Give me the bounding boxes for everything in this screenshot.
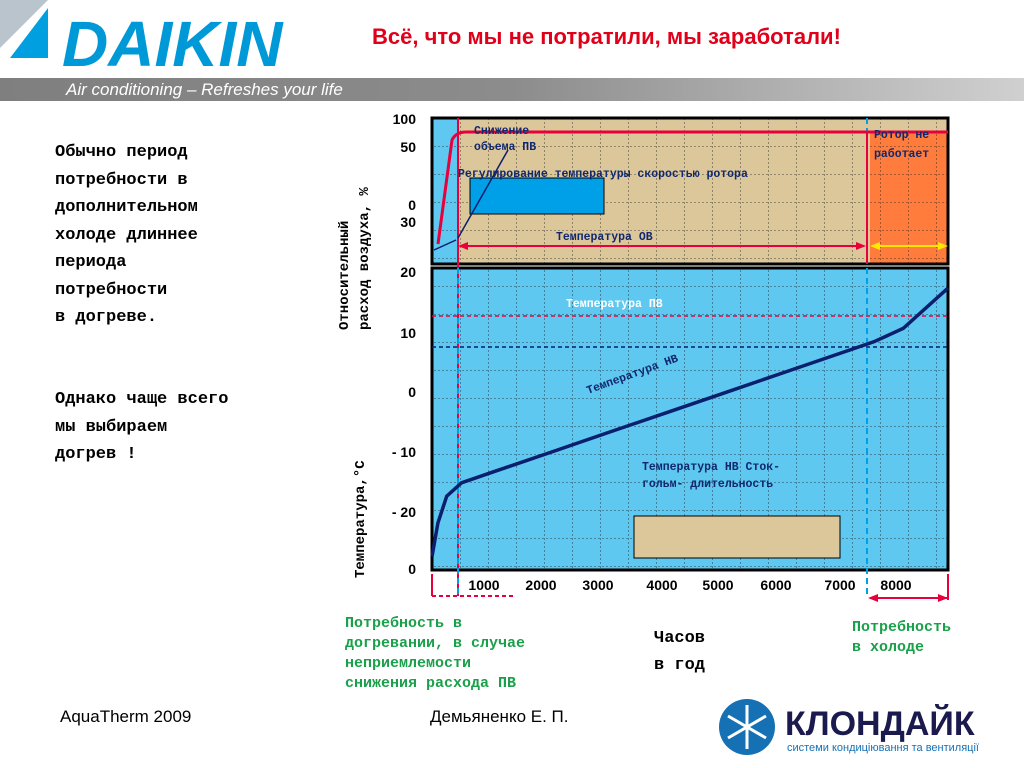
tick-label-top-0: 0 <box>408 197 416 213</box>
hours-per-year-label: Часов в год <box>654 629 706 675</box>
bottom-y-axis-label: Температура,°С <box>353 460 369 578</box>
tick-label-10: 10 <box>400 325 416 341</box>
x-tick-8000: 8000 <box>880 577 912 593</box>
x-tick-3000: 3000 <box>582 577 614 593</box>
annotation-reduction-line1: Снижение <box>474 125 530 138</box>
tick-label-20: 20 <box>400 264 416 280</box>
x-tick-4000: 4000 <box>646 577 678 593</box>
annotation-reduction-line2: объема ПВ <box>474 141 537 154</box>
cooling-arrow-left <box>868 594 878 602</box>
x-tick-5000: 5000 <box>702 577 734 593</box>
tick-label-top-100: 100 <box>392 111 416 127</box>
footer-author: Демьяненко Е. П. <box>430 707 569 726</box>
annotation-stockholm-line1: Температура НВ Сток- <box>642 461 781 474</box>
x-tick-2000: 2000 <box>525 577 557 593</box>
tick-label-0: 0 <box>408 384 416 400</box>
annotation-supply-temp: Температура ПВ <box>566 298 663 311</box>
tick-label-top-30: 30 <box>400 214 416 230</box>
tick-label-top-50: 50 <box>400 139 416 155</box>
x-tick-1000: 1000 <box>468 577 500 593</box>
top-y-axis-label-line1: Относительный <box>337 220 353 330</box>
tick-label-minus20: - 20 <box>391 504 416 520</box>
annotation-rotor-speed: Регулирование температуры скоростью ротора <box>458 168 748 181</box>
x-tick-7000: 7000 <box>824 577 856 593</box>
klondike-logo <box>715 695 1015 765</box>
blue-box <box>470 178 604 214</box>
top-y-axis-label-line2: расход воздуха, % <box>357 187 373 330</box>
logo-wordmark: DAIKIN <box>62 8 283 78</box>
left-paragraph-1: Обычно период потребности в дополнительном холоде длиннее периода потребности в догреве. <box>55 143 198 327</box>
cooling-need-label: Потребность в холоде <box>852 619 952 656</box>
tick-label-minus10: - 10 <box>391 444 416 460</box>
annotation-outdoor-curve: Температура НВ <box>584 352 681 398</box>
logo-subtitle: системи кондиціювання та вентиляції <box>787 742 979 754</box>
slide-title: Всё, что мы не потратили, мы заработали! <box>372 24 841 49</box>
daikin-logo <box>0 0 350 78</box>
tan-box <box>634 516 840 558</box>
annotation-outdoor-temp: Температура ОВ <box>556 231 653 244</box>
footer-event: AquaTherm 2009 <box>60 707 192 726</box>
annotation-rotor-off-line2: работает <box>874 148 930 161</box>
left-paragraph-2: Однако чаще всего мы выбираем догрев ! <box>55 390 229 464</box>
x-tick-6000: 6000 <box>760 577 792 593</box>
tagline: Air conditioning – Refreshes your life <box>66 80 343 99</box>
cooling-arrow-right <box>938 594 948 602</box>
annotation-rotor-off-line1: Ротор не <box>874 129 930 142</box>
heating-need-label: Потребность в догревании, в случае неприемлемости снижения расхода ПВ <box>345 615 526 692</box>
annotation-stockholm-line2: гольм- длительность <box>642 478 774 491</box>
tick-label-bottom-0: 0 <box>408 561 416 577</box>
logo-name: КЛОНДАЙК <box>785 705 975 743</box>
chart <box>330 108 1024 608</box>
